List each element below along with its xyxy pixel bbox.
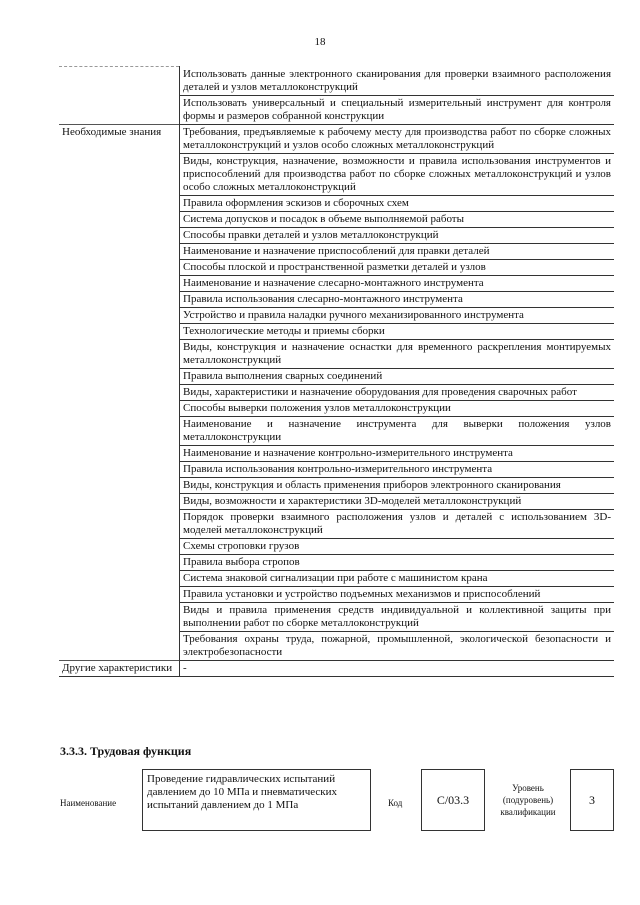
table-row (59, 554, 614, 570)
row-category-label (59, 323, 180, 339)
row-item-text: Наименование и назначение инструмента для выверки положения узлов металлоконструкции (180, 416, 615, 445)
row-category-label (59, 586, 180, 602)
row-category-label (59, 554, 180, 570)
row-category-label (59, 259, 180, 275)
function-name-label: Наименование (60, 798, 117, 808)
table-row (59, 384, 614, 400)
table-row (59, 124, 614, 153)
row-category-label (59, 153, 180, 195)
row-item-text: Требования охраны труда, пожарной, промышленной, экологической безопасности и электробезопасности (180, 631, 615, 660)
row-category-label (59, 67, 180, 96)
row-category-label (59, 195, 180, 211)
row-item-text: Виды, конструкция, назначение, возможности и правила использования инструментов и приспособлений для производства работ по сборке сложных металлоконструкций и узлов особо сложных металлоконструкций (180, 153, 615, 195)
row-category-label: Другие характеристики (59, 660, 180, 676)
table-row (59, 275, 614, 291)
row-category-label (59, 400, 180, 416)
row-item-text: Способы плоской и пространственной разметки деталей и узлов (180, 259, 615, 275)
row-item-text: Схемы строповки грузов (180, 538, 615, 554)
table-row (59, 95, 614, 124)
row-category-label (59, 509, 180, 538)
table-row (59, 477, 614, 493)
table-row (59, 243, 614, 259)
row-category-label (59, 416, 180, 445)
qualification-level-value: 3 (570, 769, 614, 831)
row-item-text: Наименование и назначение слесарно-монтажного инструмента (180, 275, 615, 291)
row-category-label (59, 384, 180, 400)
table-row (59, 416, 614, 445)
row-item-text: Виды, характеристики и назначение оборудования для проведения сварочных работ (180, 384, 615, 400)
row-item-text: Правила выполнения сварных соединений (180, 368, 615, 384)
row-item-text: Устройство и правила наладки ручного механизированного инструмента (180, 307, 615, 323)
table-row (59, 291, 614, 307)
row-category-label (59, 602, 180, 631)
row-category-label (59, 368, 180, 384)
row-item-text: Способы выверки положения узлов металлоконструкции (180, 400, 615, 416)
competency-table (59, 66, 614, 677)
row-item-text: Правила использования контрольно-измерительного инструмента (180, 461, 615, 477)
row-item-text: Порядок проверки взаимного расположения узлов и деталей с использованием 3D-моделей металлоконструкций (180, 509, 615, 538)
row-category-label (59, 493, 180, 509)
row-item-text: Виды, конструкция и назначение оснастки для временного раскрепления монтируемых металлоконструкций (180, 339, 615, 368)
table-row (59, 339, 614, 368)
row-category-label (59, 95, 180, 124)
table-row (59, 586, 614, 602)
row-category-label (59, 307, 180, 323)
row-item-text: Виды и правила применения средств индивидуальной и коллективной защиты при выполнении работ по сборке металлоконструкций (180, 602, 615, 631)
table-row (59, 461, 614, 477)
table-row (59, 570, 614, 586)
row-item-text: Виды, конструкция и область применения приборов электронного сканирования (180, 477, 615, 493)
row-category-label (59, 570, 180, 586)
table-row (59, 631, 614, 660)
row-category-label (59, 538, 180, 554)
row-category-label (59, 227, 180, 243)
row-category-label: Необходимые знания (59, 124, 180, 153)
row-category-label (59, 211, 180, 227)
row-item-text: Наименование и назначение приспособлений для правки деталей (180, 243, 615, 259)
table-row (59, 211, 614, 227)
table-row (59, 445, 614, 461)
table-row (59, 368, 614, 384)
table-row (59, 509, 614, 538)
row-category-label (59, 631, 180, 660)
table-row (59, 323, 614, 339)
table-row (59, 660, 614, 676)
table-row (59, 259, 614, 275)
table-row (59, 153, 614, 195)
row-item-text: Требования, предъявляемые к рабочему месту для производства работ по сборке сложных металлоконструкций и узлов особо сложных металлоконструкций (180, 124, 615, 153)
row-item-text: Система знаковой сигнализации при работе с машинистом крана (180, 570, 615, 586)
row-category-label (59, 291, 180, 307)
table-row (59, 400, 614, 416)
row-item-text: - (180, 660, 615, 676)
row-category-label (59, 275, 180, 291)
function-name-value: Проведение гидравлических испытаний давлением до 10 МПа и пневматических испытаний давлением до 1 МПа (142, 769, 371, 831)
row-item-text: Виды, возможности и характеристики 3D-моделей металлоконструкций (180, 493, 615, 509)
row-item-text: Технологические методы и приемы сборки (180, 323, 615, 339)
competency-table-body (59, 67, 614, 677)
table-row (59, 538, 614, 554)
table-row (59, 602, 614, 631)
row-item-text: Наименование и назначение контрольно-измерительного инструмента (180, 445, 615, 461)
table-row (59, 227, 614, 243)
row-category-label (59, 461, 180, 477)
table-row (59, 493, 614, 509)
table-row (59, 307, 614, 323)
row-item-text: Правила выбора стропов (180, 554, 615, 570)
row-item-text: Использовать данные электронного сканирования для проверки взаимного расположения деталей и узлов металлоконструкций (180, 67, 615, 96)
page-number: 18 (314, 36, 326, 48)
table-row (59, 195, 614, 211)
row-item-text: Использовать универсальный и специальный измерительный инструмент для контроля формы и размеров собранной конструкции (180, 95, 615, 124)
row-item-text: Правила оформления эскизов и сборочных схем (180, 195, 615, 211)
qualification-level-label: Уровень (подуровень) квалификации (500, 783, 556, 817)
function-code-label: Код (388, 798, 403, 808)
row-category-label (59, 445, 180, 461)
row-category-label (59, 477, 180, 493)
section-heading: 3.3.3. Трудовая функция (60, 744, 192, 758)
function-code-value: C/03.3 (421, 769, 485, 831)
row-item-text: Способы правки деталей и узлов металлоконструкций (180, 227, 615, 243)
table-row (59, 67, 614, 96)
row-item-text: Правила использования слесарно-монтажного инструмента (180, 291, 615, 307)
row-item-text: Система допусков и посадок в объеме выполняемой работы (180, 211, 615, 227)
row-category-label (59, 339, 180, 368)
row-item-text: Правила установки и устройство подъемных механизмов и приспособлений (180, 586, 615, 602)
row-category-label (59, 243, 180, 259)
